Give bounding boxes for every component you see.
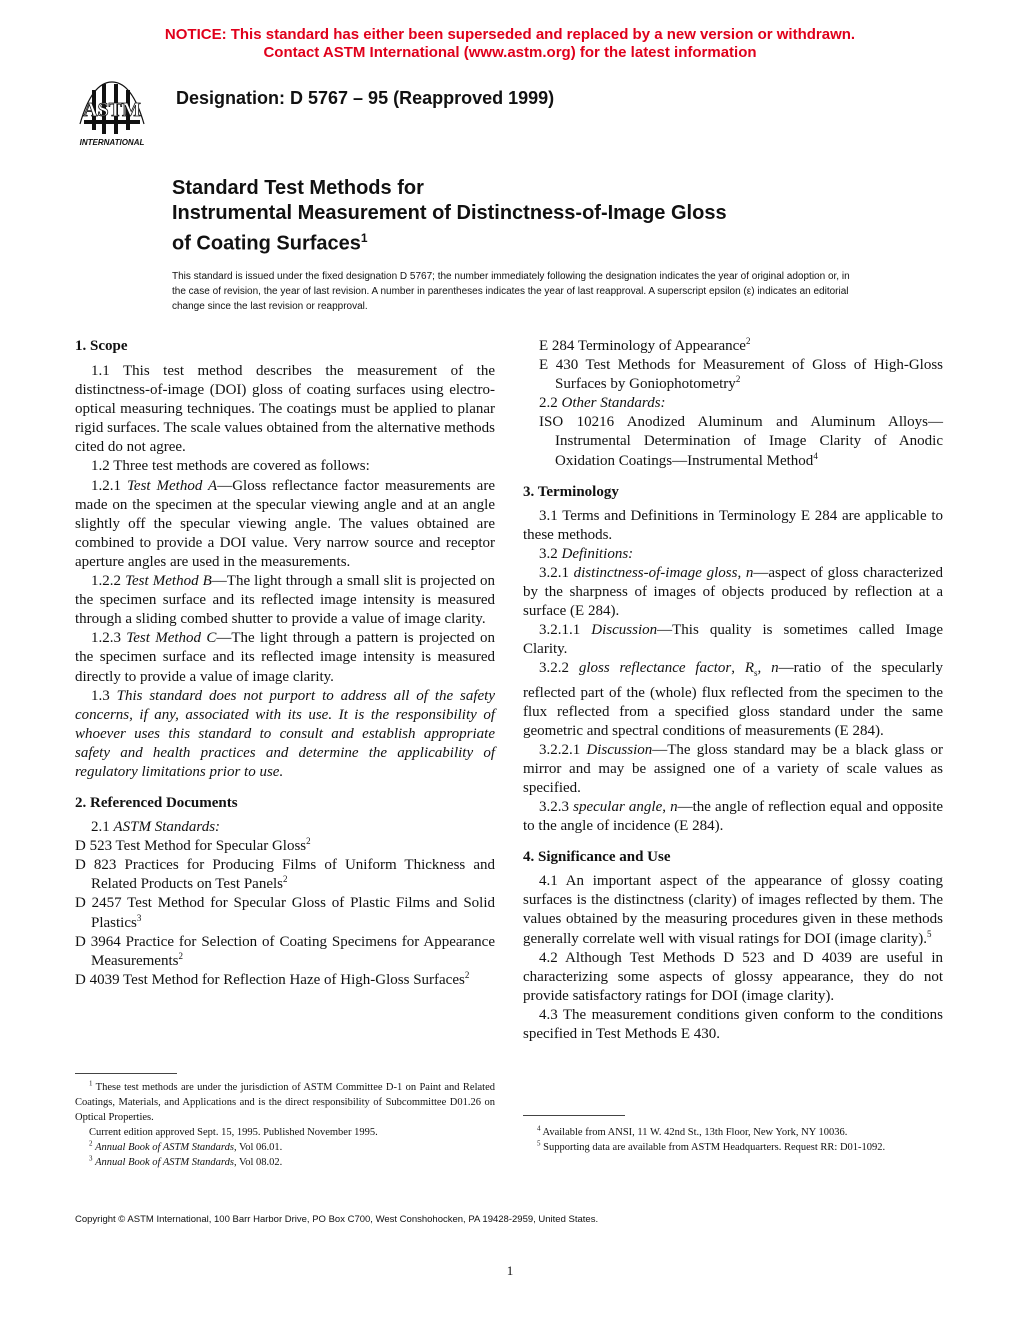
footnote-1b: Current edition approved Sept. 15, 1995. Published November 1995.	[89, 1127, 378, 1138]
para-1-2-1: 1.2.1 Test Method A—Gloss reflectance factor measurements are made on the specimen at the specular viewing angle and at an angle slightly off the specular viewing angle. The values obtained are combined to provide a DOI value. Very narrow source and receptor aperture angles are used in the measurements.	[75, 477, 495, 570]
right-column	[523, 337, 943, 1044]
para-3-2-2: 3.2.2 gloss reflectance factor, $R_s$, n—ratio of the specularly reflected part of the (whole) flux reflected from the specimen to the flux reflected from a specified gloss standard under the same geometric and spectral conditions of measurements (E 284).	[523, 660, 944, 739]
ref-item: D 823 Practices for Producing Films of Uniform Thickness and Related Products on Test Panels$^2$	[75, 857, 495, 893]
footnote-2: $^2$ Annual Book of ASTM Standards, Vol 06.01.	[89, 1139, 283, 1153]
astm-logo	[64, 76, 160, 148]
ref-item: E 284 Terminology of Appearance$^2$	[539, 336, 751, 354]
issue-note: This standard is issued under the fixed designation D 5767; the number immediately following the designation indicates the year of original adoption or, in the case of revision, the year of last revision. A number in parentheses indicates the year of last reapproval. A superscript epsilon (ε) indicates an editorial change since the last revision or reapproval.	[172, 271, 850, 312]
logo-letters: ASTM	[83, 99, 141, 121]
section-heading-significance: 4. Significance and Use	[523, 849, 671, 866]
title-line-1: Standard Test Methods for	[172, 177, 424, 199]
section-heading-terminology: 3. Terminology	[523, 483, 619, 500]
para-3-1: 3.1 Terms and Definitions in Terminology E 284 are applicable to these methods.	[523, 507, 943, 543]
para-3-2-3: 3.2.3 specular angle, n—the angle of reflection equal and opposite to the angle of incidence (E 284).	[523, 799, 944, 835]
ref-item: D 2457 Test Method for Specular Gloss of Plastic Films and Solid Plastics$^3$	[75, 895, 495, 931]
logo-subtext: INTERNATIONAL	[79, 138, 145, 147]
para-2-2: 2.2 Other Standards:	[539, 395, 666, 412]
para-3-2-1-1: 3.2.1.1 Discussion—This quality is sometimes called Image Clarity.	[523, 622, 944, 658]
section-heading-referenced-documents: 2. Referenced Documents	[75, 795, 238, 812]
para-1-2-3: 1.2.3 Test Method C—The light through a pattern is projected on the specimen surface and its reflected image intensity is measured directly to provide a value of image clarity.	[75, 630, 495, 685]
notice-line-2: Contact ASTM International (www.astm.org) for the latest information	[263, 44, 757, 61]
footnote-rule-right	[523, 1115, 625, 1116]
footnote-5: $^5$ Supporting data are available from ASTM Headquarters. Request RR: D01-1092.	[537, 1139, 886, 1153]
para-1-1: 1.1 This test method describes the measurement of the distinctness-of-image (DOI) gloss of coating surfaces using electro-optical measuring techniques. The coatings must be applied to planar rigid surfaces. The scale values obtained from the alternative methods cited do not agree.	[75, 363, 495, 456]
title-line-2: Instrumental Measurement of Distinctness-of-Image Gloss	[172, 202, 727, 224]
section-heading-scope: 1. Scope	[75, 338, 128, 354]
para-4-3: 4.3 The measurement conditions given conform to the conditions specified in Test Methods E 430.	[523, 1006, 943, 1042]
para-2-1: 2.1 ASTM Standards:	[91, 819, 221, 836]
footnotes-right	[523, 1125, 943, 1155]
document-title	[172, 176, 872, 257]
ref-item: D 3964 Practice for Selection of Coating Specimens for Appearance Measurements$^2$	[75, 933, 495, 969]
para-4-2: 4.2 Although Test Methods D 523 and D 4039 are useful in characterizing some aspects of glossy appearance, they do not provide satisfactory ratings for DOI (image clarity).	[523, 949, 943, 1004]
footnote-3: $^3$ Annual Book of ASTM Standards, Vol 08.02.	[89, 1154, 283, 1168]
para-1-3: 1.3 This standard does not purport to address all of the safety concerns, if any, associated with its use. It is the responsibility of whoever uses this standard to consult and establish appropriate safety and health practices and determine the applicability of regulatory limitations prior to use.	[75, 687, 496, 780]
ref-item: D 4039 Test Method for Reflection Haze of High-Gloss Surfaces$^2$	[75, 969, 470, 988]
notice-line-1: NOTICE: This standard has either been superseded and replaced by a new version or withdrawn.	[164, 26, 856, 43]
copyright-line: Copyright © ASTM International, 100 Barr Harbor Drive, PO Box C700, West Conshohocken, PA 19428-2959, United States.	[75, 1214, 599, 1225]
para-3-2-2-1: 3.2.2.1 Discussion—The gloss standard may be a black glass or mirror and may be assigned one of a variety of scale values as specified.	[523, 741, 943, 796]
designation: Designation: D 5767 – 95 (Reapproved 1999)	[176, 88, 555, 108]
page-number: 1	[506, 1263, 514, 1278]
para-4-1: 4.1 An important aspect of the appearance of glossy coating surfaces is the distinctness (clarity) of images reflected by them. The values obtained by the measuring procedures given in these methods generally correlate well with visual ratings for DOI (image clarity).$^5$	[523, 873, 943, 947]
title-footnote-mark: 1	[360, 231, 368, 245]
para-3-2-1: 3.2.1 distinctness-of-image gloss, n—aspect of gloss characterized by the sharpness of images of objects produced by reflection at a surface (E 284).	[523, 564, 943, 620]
footnotes-left	[75, 1080, 495, 1170]
footnote-1: $^1$ These test methods are under the jurisdiction of ASTM Committee D-1 on Paint and Related Coatings, Materials, and Applications and is the direct responsibility of Subcommittee D01.26 on Optical Properties.	[75, 1079, 495, 1123]
footnote-4: $^4$ Available from ANSI, 11 W. 42nd St., 13th Floor, New York, NY 10036.	[537, 1124, 848, 1138]
title-line-3: of Coating Surfaces	[172, 232, 361, 255]
superseded-notice	[0, 26, 1020, 62]
left-column	[75, 337, 495, 990]
footnote-rule-left	[75, 1073, 177, 1074]
ref-item: E 430 Test Methods for Measurement of Gloss of High-Gloss Surfaces by Goniophotometry$^2$	[539, 357, 943, 393]
ref-item: D 523 Test Method for Specular Gloss$^2$	[75, 836, 311, 855]
para-1-2: 1.2 Three test methods are covered as follows:	[91, 458, 370, 475]
para-3-2: 3.2 Definitions:	[539, 545, 634, 562]
para-1-2-2: 1.2.2 Test Method B—The light through a small slit is projected on the specimen surface and its reflected image intensity is measured through a sliding combed shutter to provide a value of image clarity.	[75, 573, 495, 628]
ref-item-iso: ISO 10216 Anodized Aluminum and Aluminum Alloys—Instrumental Determination of Image Clarity of Anodic Oxidation Coatings—Instrumental Method$^4$	[539, 414, 943, 469]
